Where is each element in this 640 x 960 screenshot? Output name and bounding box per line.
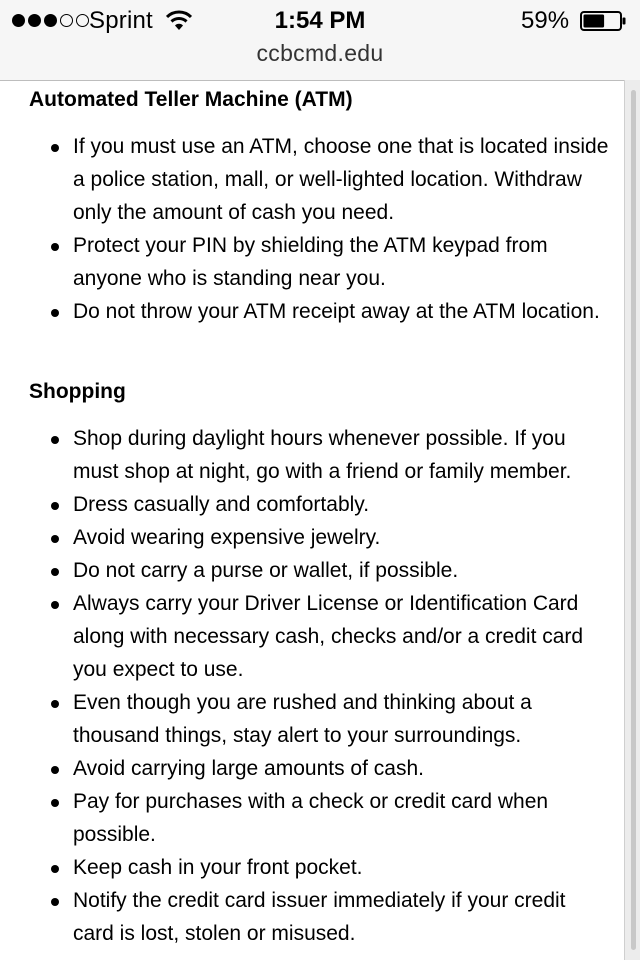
scrollbar-thumb[interactable] [631, 90, 636, 950]
list-item: Do not carry a purse or wallet, if possible. [0, 554, 620, 587]
battery-icon [580, 11, 626, 31]
browser-top-bar [0, 0, 640, 81]
list-item: Avoid wearing expensive jewelry. [0, 521, 620, 554]
page-scrollbar[interactable] [624, 80, 640, 960]
atm-tips-list [0, 130, 620, 328]
section-title-shopping: Shopping [29, 380, 126, 403]
carrier-name: Sprint [89, 7, 153, 34]
list-item: Notify the credit card issuer immediately if your credit card is lost, stolen or misused. [0, 884, 620, 950]
list-item: Dress casually and comfortably. [0, 488, 620, 521]
battery-percent: 59% [521, 7, 570, 34]
list-item: Protect your PIN by shielding the ATM keypad from anyone who is standing near you. [0, 229, 620, 295]
list-item: Keep cash in your front pocket. [0, 851, 620, 884]
section-title-atm: Automated Teller Machine (ATM) [29, 88, 353, 111]
page-content [0, 80, 620, 960]
list-item: If you must use an ATM, choose one that is located inside a police station, mall, or well-lighted location. Withdraw only the amount of cash you need. [0, 130, 620, 229]
status-bar [0, 0, 640, 40]
list-item: Avoid carrying large amounts of cash. [0, 752, 620, 785]
status-time: 1:54 PM [274, 7, 366, 34]
list-item: Do not throw your ATM receipt away at the ATM location. [0, 295, 620, 328]
list-item: Shop during daylight hours whenever possible. If you must shop at night, go with a friend or family member. [0, 422, 620, 488]
list-item: Pay for purchases with a check or credit card when possible. [0, 785, 620, 851]
address-bar-url[interactable]: ccbcmd.edu [256, 40, 384, 66]
list-item: Even though you are rushed and thinking about a thousand things, stay alert to your surroundings. [0, 686, 620, 752]
list-item: Always carry your Driver License or Identification Card along with necessary cash, checks and/or a credit card you expect to use. [0, 587, 620, 686]
shopping-tips-list [0, 422, 620, 950]
